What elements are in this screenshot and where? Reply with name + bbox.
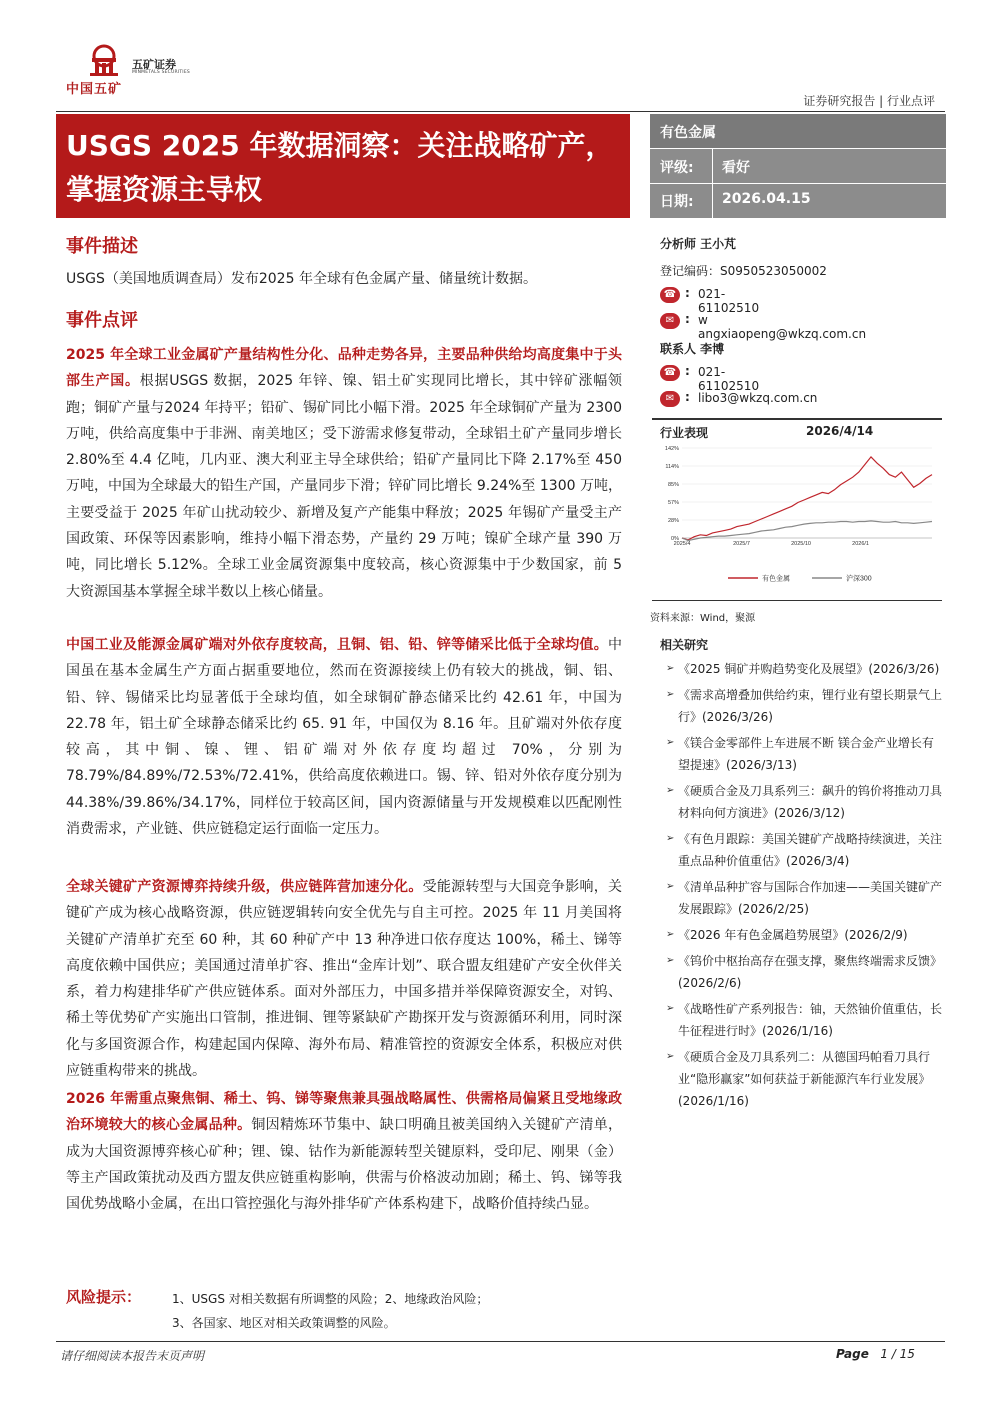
review-heading: 事件点评	[66, 310, 138, 331]
y-tick-label: 114%	[665, 464, 679, 470]
related-item[interactable]	[666, 684, 942, 728]
paragraph-1-highlight: 2025 年全球工业金属矿产量结构性分化、品种走势各异，主要品种供给均高度集中于头部生产国。	[66, 347, 622, 390]
analyst-email-text[interactable]: w angxiaopeng@wkzq.com.cn	[698, 313, 867, 341]
arrow-bullet-icon: ➢	[666, 737, 675, 748]
footer-disclaimer: 请仔细阅读本报告末页声明	[60, 1349, 205, 1363]
email-icon: ✉	[660, 313, 680, 329]
arrow-bullet-icon: ➢	[666, 785, 675, 796]
doc-type: 证券研究报告 | 行业点评	[803, 94, 935, 108]
paragraph-4-body: 铜因精炼环节集中、缺口明确且被美国纳入关键矿产清单，成为大国资源博弈核心矿种；锂、镍、钴作为新能源转型关键原料，受印尼、刚果（金）等主产国政策扰动及西方盟友供应链重构影响，供需与价格波动加剧；稀土、钨、锑等我国优势战略小金属，在出口管控强化与海外排华矿产体系构建下，战略价值持续凸显。	[66, 1117, 622, 1213]
related-item-text[interactable]: 《战略性矿产系列报告：铀，天然铀价值重估，长牛征程进行时》(2026/1/16)	[678, 1002, 943, 1038]
date-value: 2026.04.15	[722, 191, 811, 207]
event-text: USGS（美国地质调查局）发布2025 年全球有色金属产量、储量统计数据。	[66, 271, 537, 287]
paragraph-3-body: 受能源转型与大国竞争影响，关键矿产成为核心战略资源，供应链逻辑转向安全优先与自主可控。2025 年 11 月美国将关键矿产清单扩充至 60 种，其 60 种矿产中 13 种净进口依存度达 100%，稀土、锑等高度依赖中国供应；美国通过清单扩容、推出“金库计划”、联合盟友组建矿产安全伙伴关系，着力构建排华矿产供应链体系。面对外部压力，中国多措并举保障资源安全，对钨、稀土等优势矿产实施出口管制，推进铜、锂等紧缺矿产勘探开发与资源循环利用，同时深化与多国资源合作，构建起国内保障、海外布局、精准管控的资源安全体系，积极应对供应链重构带来的挑战。	[66, 879, 622, 1080]
arrow-bullet-icon: ➢	[666, 955, 675, 966]
footer-divider	[56, 1341, 945, 1342]
related-item-text[interactable]: 《有色月跟踪：美国关键矿产战略持续演进，关注重点品种价值重估》(2026/3/4)	[678, 832, 943, 868]
paragraph-2-highlight: 中国工业及能源金属矿端对外依存度较高，且铜、铝、铅、锌等储采比低于全球均值。	[66, 637, 608, 653]
arrow-bullet-icon: ➢	[666, 881, 675, 892]
related-heading: 相关研究	[660, 638, 709, 652]
y-tick-label: 0%	[671, 536, 679, 542]
report-title: USGS 2025 年数据洞察：关注战略矿产，掌握资源主导权	[66, 129, 614, 206]
brand-securities-en: MINMETALS SECURITIES	[132, 70, 190, 75]
page-count: 1 / 15	[880, 1347, 915, 1361]
related-list	[666, 658, 942, 1116]
phone-icon: ☎	[660, 365, 680, 381]
chart-title: 行业表现	[660, 426, 709, 440]
arrow-bullet-icon: ➢	[666, 1051, 675, 1062]
related-item-text[interactable]: 《需求高增叠加供给约束，锂行业有望长期景气上行》(2026/3/26)	[678, 688, 943, 724]
date-label: 日期:	[660, 194, 694, 210]
sector-row	[650, 114, 946, 148]
chart-bottom-rule	[652, 600, 942, 601]
chart-source: 资料来源：Wind，聚源	[650, 613, 756, 624]
paragraph-2-body: 中国虽在基本金属生产方面占据重要地位，然而在资源接续上仍有较大的挑战，铜、铝、铅、锌、锡储采比均显著低于全球均值，如全球铜矿静态储采比约 42.61 年，中国为 22.78 年，铝土矿全球静态储采比约 65. 91 年，中国仅为 8.16 年。且矿端对外依存度较高，其中铜、镍、锂、铝矿端对外依存度均超过 70%，分别为 78.79%/84.89%/72.53%/72.41%，供给高度依赖进口。锡、锌、铅对外依存度分别为 44.38%/39.86%/34.17%，同样位于较高区间，国内资源储量与开发规模难以匹配刚性消费需求，产业链、供应链稳定运行面临一定压力。	[66, 637, 622, 838]
minmetals-emblem-icon	[86, 44, 122, 76]
phone-icon: ☎	[660, 287, 680, 303]
y-tick-label: 28%	[667, 518, 679, 524]
info-vertical-divider	[712, 149, 713, 218]
rating-label: 评级:	[660, 160, 694, 176]
x-tick-label: 2025/7	[733, 541, 750, 547]
analyst-name: 分析师 王小芃	[660, 237, 737, 251]
related-item[interactable]	[666, 780, 942, 824]
title-banner	[56, 114, 630, 218]
arrow-bullet-icon: ➢	[666, 663, 675, 674]
related-item[interactable]	[666, 658, 942, 680]
risk-line-2: 3、各国家、地区对相关政策调整的风险。	[172, 1316, 396, 1330]
paragraph-2	[66, 632, 622, 842]
y-tick-label: 57%	[667, 500, 679, 506]
risk-text	[172, 1287, 532, 1335]
paragraph-1-body: 根据USGS 数据，2025 年锌、镍、铝土矿实现同比增长，其中锌矿涨幅领跑；铜矿产量与2024 年持平；铅矿、锡矿同比小幅下滑。2025 年全球铜矿产量为 2300 万吨，供给高度集中于非洲、南美地区；受下游需求修复带动，全球铝土矿产量同步增长 2.80%至 4.4 亿吨，几内亚、澳大利亚主导全球供给；铅矿产量同比下降 2.17%至 450 万吨，中国为全球最大的铅生产国，产量同步下滑；锌矿同比增长 9.24%至 1300 万吨，主要受益于 2025 年矿山扰动较少、新增及复产产能集中释放；2025 年锡矿产量受主产国政策、环保等因素影响，维持小幅下滑态势，产量约 29 万吨；镍矿全球产量 390 万吨，同比增长 5.12%。全球工业金属资源集中度较高，核心资源集中于少数国家，前 5 大资源国基本掌握全球半数以上核心储量。	[66, 373, 622, 600]
related-item[interactable]	[666, 924, 942, 946]
sector-name: 有色金属	[660, 125, 716, 141]
paragraph-4-highlight: 2026 年需重点聚焦铜、稀土、钨、锑等聚焦兼具强战略属性、供需格局偏紧且受地缘政治环境较大的核心金属品种。	[66, 1091, 622, 1134]
rating-row	[650, 149, 946, 183]
related-item-text[interactable]: 《硬质合金及刀具系列二：从德国玛帕看刀具行业“隐形赢家”如何获益于新能源汽车行业发展》(2026/1/16)	[678, 1050, 931, 1108]
email-icon: ✉	[660, 391, 680, 407]
liaison-name: 联系人 李博	[660, 342, 725, 356]
risk-line-1: 1、USGS 对相关数据有所调整的风险；2、地缘政治风险；	[172, 1292, 489, 1306]
y-tick-label: 85%	[667, 482, 679, 488]
paragraph-3	[66, 874, 622, 1084]
legend-label: 有色金属	[762, 575, 790, 583]
analyst-phone-text: 021-61102510	[698, 287, 760, 315]
page-label: Page	[836, 1347, 869, 1361]
y-tick-label: 142%	[664, 446, 679, 452]
rating-box	[650, 114, 946, 218]
related-item[interactable]	[666, 998, 942, 1042]
paragraph-3-highlight: 全球关键矿产资源博弈持续升级，供应链阵营加速分化。	[66, 879, 423, 895]
related-item[interactable]	[666, 732, 942, 776]
company-logo	[64, 42, 214, 98]
related-item-text[interactable]: 《硬质合金及刀具系列三：飙升的钨价将推动刀具材料向何方演进》(2026/3/12)	[678, 784, 943, 820]
analyst-reg-code: 登记编码：S0950523050002	[660, 264, 827, 278]
related-item-text[interactable]: 《2026 年有色金属趋势展望》(2026/2/9)	[678, 928, 908, 942]
brand-securities: 五矿证券	[132, 58, 176, 71]
series-line-1	[682, 521, 932, 541]
industry-performance-chart	[652, 442, 942, 598]
related-item-text[interactable]: 《钨价中枢抬高存在强支撑，聚焦终端需求反馈》(2026/2/6)	[678, 954, 943, 990]
arrow-bullet-icon: ➢	[666, 1003, 675, 1014]
arrow-bullet-icon: ➢	[666, 689, 675, 700]
paragraph-4	[66, 1086, 622, 1217]
liaison-phone-text: 021-61102510	[698, 365, 760, 393]
date-row	[650, 183, 946, 217]
chart-top-rule	[652, 418, 942, 420]
brand-cn: 中国五矿	[66, 82, 123, 97]
related-item-text[interactable]: 《镁合金零部件上车进展不断 镁合金产业增长有望提速》(2026/3/13)	[678, 736, 934, 772]
risk-heading: 风险提示：	[66, 1288, 142, 1306]
x-tick-label: 2026/1	[852, 541, 869, 547]
related-item[interactable]	[666, 1046, 942, 1112]
legend-label: 沪深300	[846, 575, 872, 583]
related-item[interactable]	[666, 876, 942, 920]
related-item[interactable]	[666, 828, 942, 872]
event-heading: 事件描述	[66, 236, 138, 257]
related-item-text[interactable]: 《2025 铜矿并购趋势变化及展望》(2026/3/26)	[678, 662, 940, 676]
x-tick-label: 2025/10	[791, 541, 811, 547]
page-number	[836, 1347, 915, 1361]
chart-date: 2026/4/14	[806, 424, 874, 438]
paragraph-1	[66, 342, 622, 605]
arrow-bullet-icon: ➢	[666, 929, 675, 940]
related-item[interactable]	[666, 950, 942, 994]
rating-value: 看好	[722, 160, 750, 176]
arrow-bullet-icon: ➢	[666, 833, 675, 844]
series-line-0	[682, 457, 932, 540]
related-item-text[interactable]: 《清单品种扩容与国际合作加速——美国关键矿产发展跟踪》(2026/2/25)	[678, 880, 943, 916]
liaison-email-text[interactable]: libo3@wkzq.com.cn	[698, 391, 818, 405]
header-divider	[56, 111, 945, 112]
x-tick-label: 2025/4	[673, 541, 691, 547]
